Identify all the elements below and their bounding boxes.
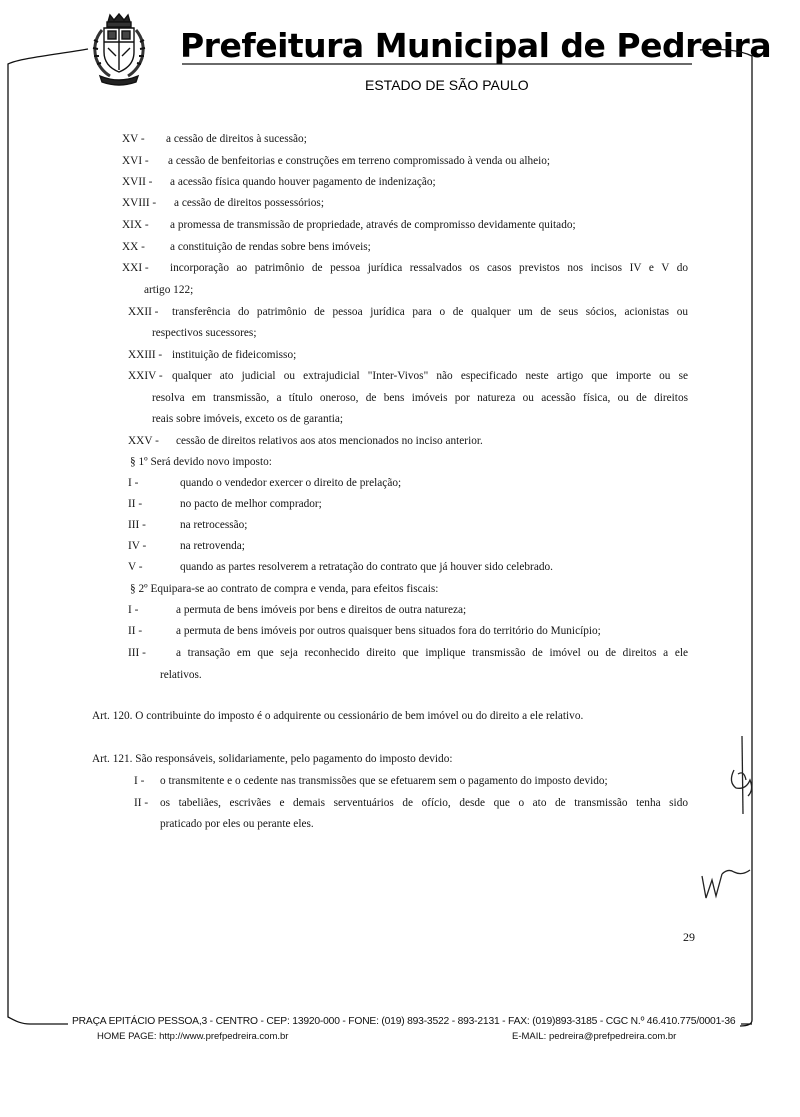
page-subtitle: ESTADO DE SÃO PAULO bbox=[365, 77, 529, 93]
coat-of-arms-icon bbox=[88, 12, 150, 86]
list-item-continuation: resolva em transmissão, a título oneroso, de bens imóveis por natureza ou acessão física, ou de direitos bbox=[152, 392, 688, 404]
list-item-text: qualquer ato judicial ou extrajudicial "Inter-Vivos" não especificado neste artigo que importe ou se bbox=[172, 370, 688, 382]
list-item-text: a transação em que seja reconhecido direito que implique transmissão de imóvel ou de direitos a ele bbox=[176, 647, 688, 659]
list-item-continuation: praticado por eles ou perante eles. bbox=[160, 818, 314, 830]
section-heading: § 2º Equipara-se ao contrato de compra e venda, para efeitos fiscais: bbox=[130, 583, 439, 595]
list-item-continuation: respectivos sucessores; bbox=[152, 327, 257, 339]
list-item-continuation: artigo 122; bbox=[144, 284, 194, 296]
list-item-continuation: relativos. bbox=[160, 669, 202, 681]
footer-address: PRAÇA EPITÁCIO PESSOA,3 - CENTRO - CEP: 13920-000 - FONE: (019) 893-3522 - 893-2131 - FAX: (019)893-3185 - CGC N.º 46.410.775/0001-36 bbox=[72, 1016, 736, 1027]
footer-homepage[interactable]: HOME PAGE: http://www.prefpedreira.com.br bbox=[97, 1031, 289, 1042]
list-item-text: incorporação ao patrimônio de pessoa jurídica ressalvados os casos previstos nos incisos IV e V do bbox=[170, 262, 688, 274]
section-heading: § 1º Será devido novo imposto: bbox=[130, 456, 272, 468]
list-item-text: transferência do patrimônio de pessoa jurídica para o de qualquer um de seus sócios, acionistas ou bbox=[172, 306, 688, 318]
page-number: 29 bbox=[683, 930, 695, 944]
page-title: Prefeitura Municipal de Pedreira bbox=[180, 26, 772, 65]
footer-email[interactable]: E-MAIL: pedreira@prefpedreira.com.br bbox=[512, 1031, 677, 1042]
signature-mark-icon bbox=[720, 730, 760, 820]
list-item-continuation: reais sobre imóveis, exceto os de garantia; bbox=[152, 413, 344, 425]
article-121-heading: Art. 121. São responsáveis, solidariamente, pelo pagamento do imposto devido: bbox=[92, 753, 453, 765]
article-120: Art. 120. O contribuinte do imposto é o adquirente ou cessionário de bem imóvel ou do direito a ele relativo. bbox=[92, 710, 584, 722]
initials-mark-icon bbox=[698, 862, 754, 902]
list-item-text: os tabeliães, escrivães e demais serventuários de ofício, desde que o ato de transmissão tenha sido bbox=[160, 797, 688, 809]
